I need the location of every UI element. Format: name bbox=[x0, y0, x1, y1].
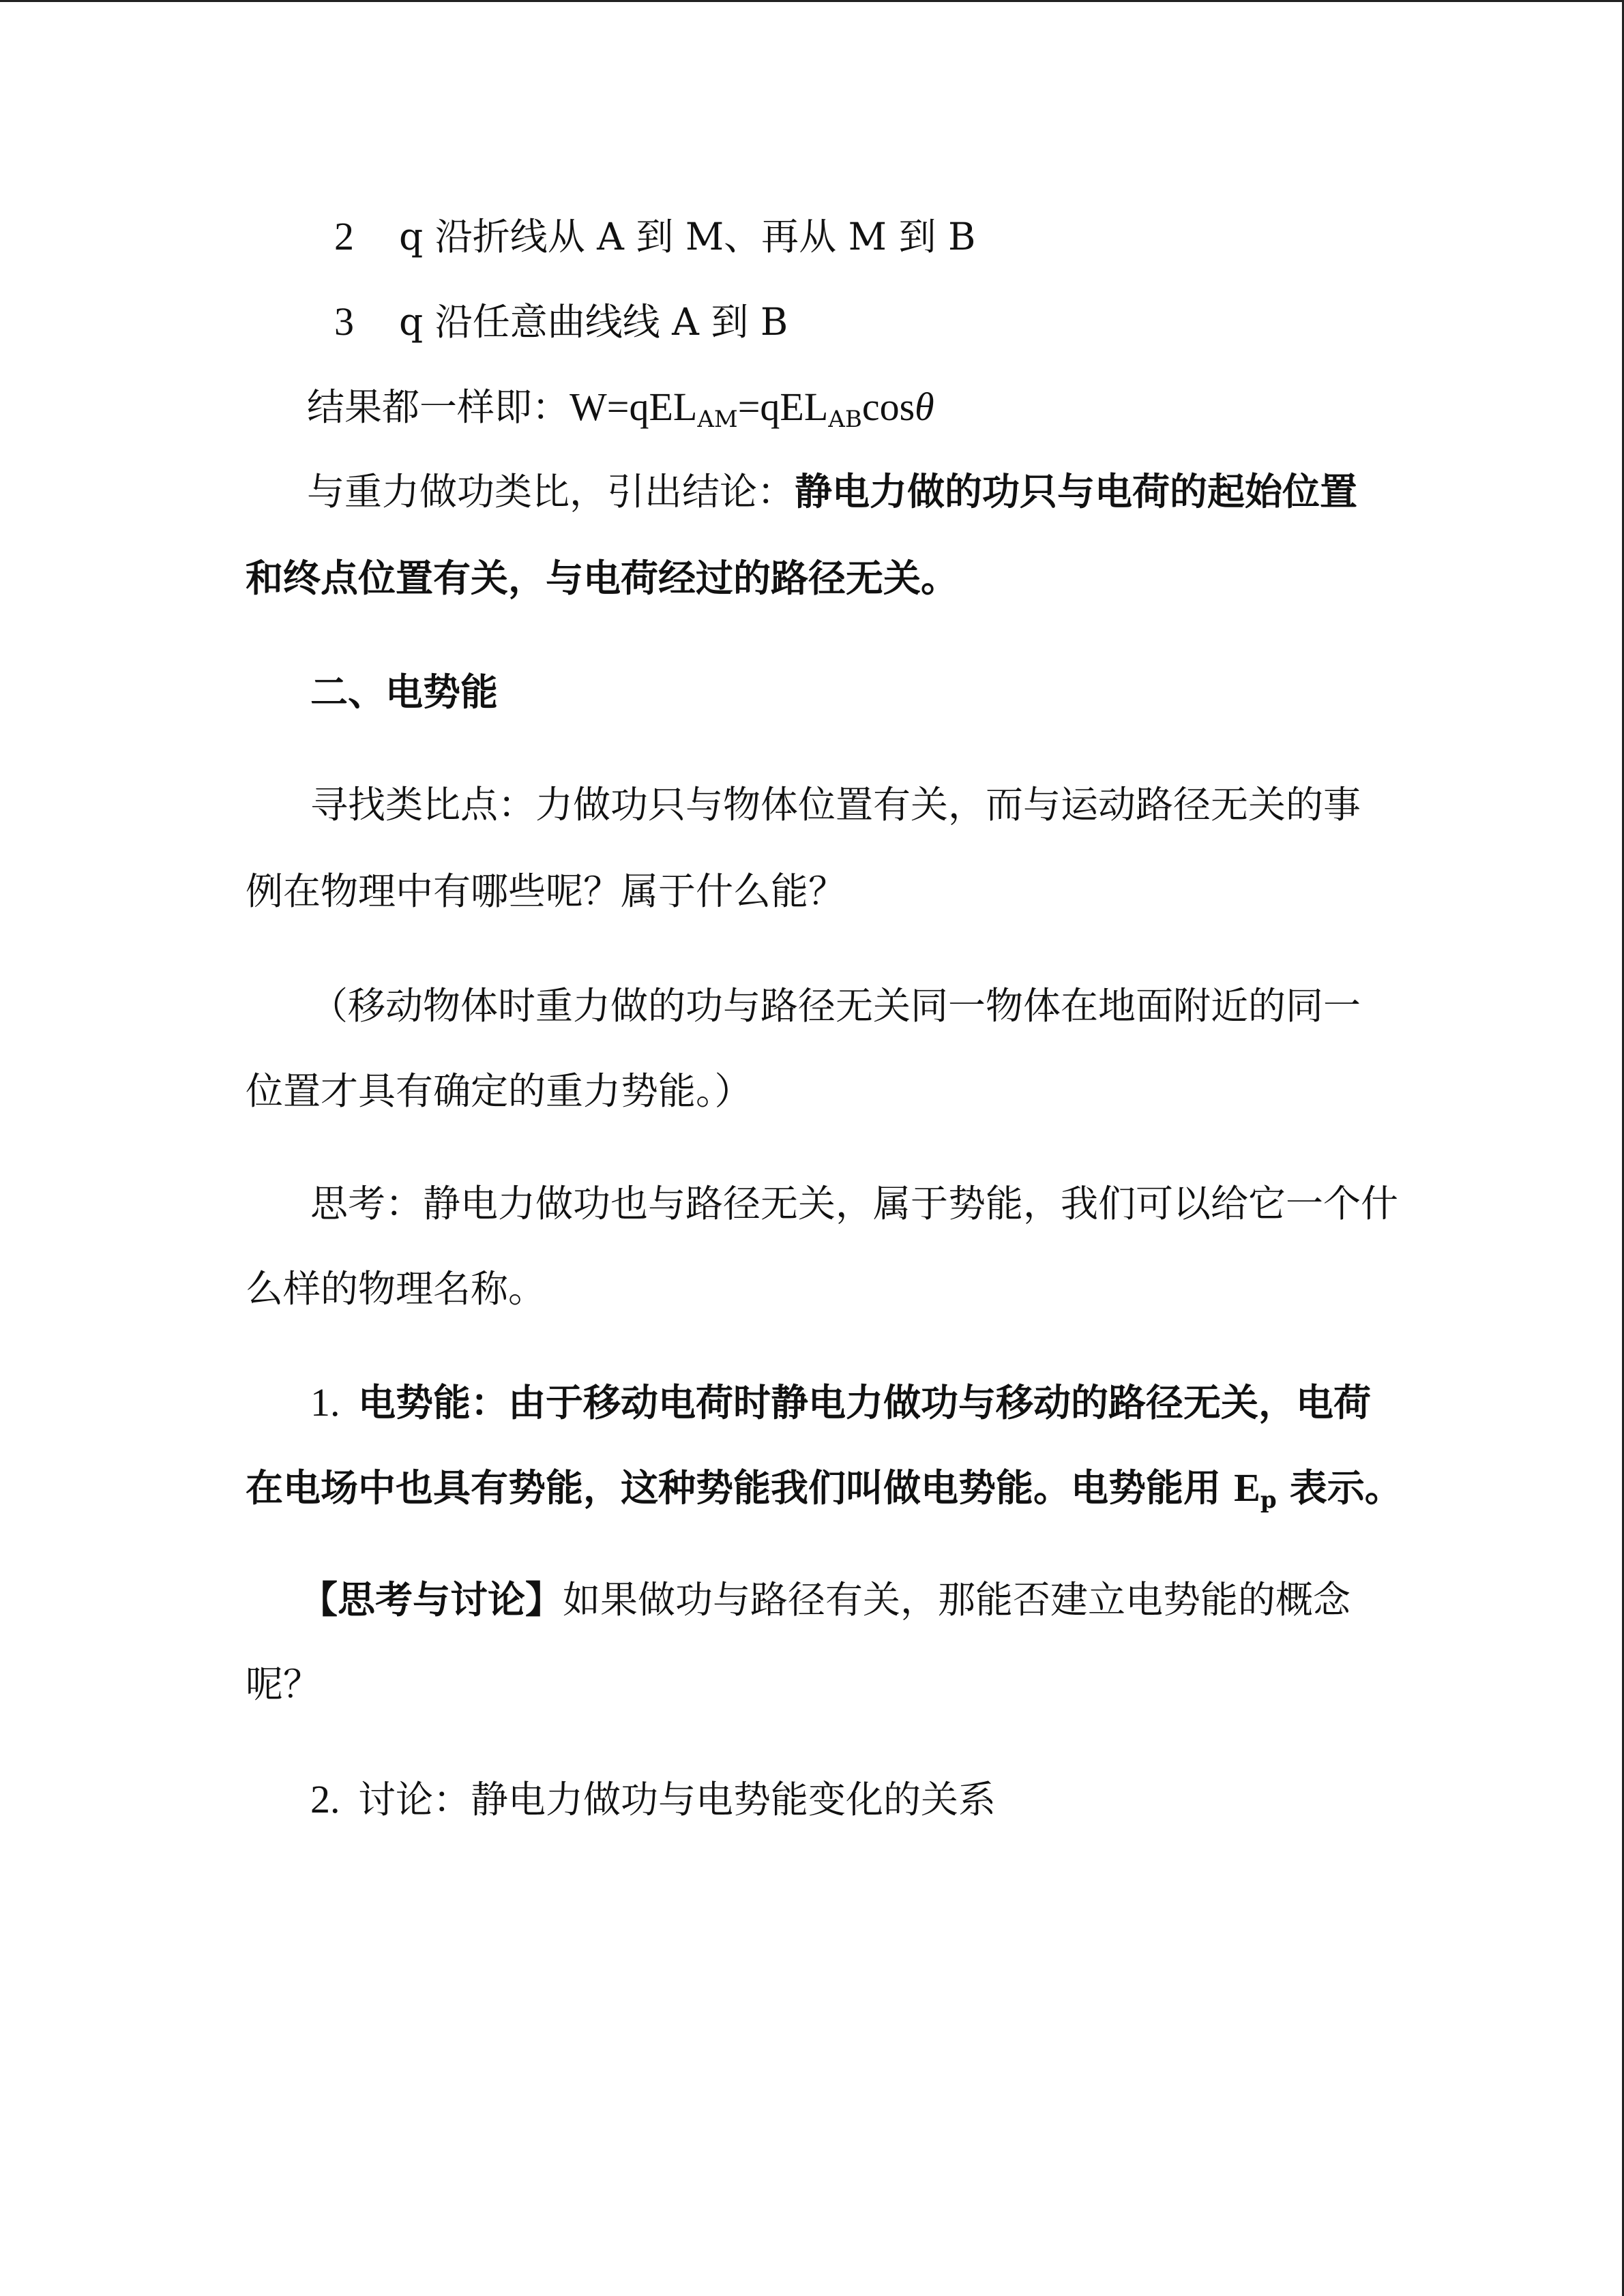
step-3-number: 3 bbox=[334, 299, 354, 344]
analogy-conclusion-2: 和终点位置有关，与电荷经过的路径无关。 bbox=[246, 556, 959, 600]
work-formula-sub-am: AM bbox=[697, 406, 738, 433]
result-lead: 结果都一样即： bbox=[307, 385, 570, 429]
work-formula-theta: θ bbox=[915, 385, 934, 429]
think-line-1: 思考：静电力做功也与路径无关，属于势能，我们可以给它一个什 bbox=[310, 1182, 1399, 1225]
step-3-text: q 沿任意曲线线 A 到 B bbox=[399, 300, 788, 344]
definition-1-text-2: 在电场中也具有势能，这种势能我们叫做电势能。电势能用 bbox=[246, 1465, 1235, 1510]
work-formula-cos: cos bbox=[861, 385, 915, 429]
work-formula-part1: W=qEL bbox=[570, 385, 698, 429]
definition-1-term: 电势能： bbox=[358, 1380, 509, 1425]
paren-note-line-1: （移动物体时重力做的功与路径无关同一物体在地面附近的同一 bbox=[310, 984, 1361, 1028]
analogy-lead: 与重力做功类比，引出结论： bbox=[307, 470, 795, 513]
definition-1-text-3: 表示。 bbox=[1276, 1465, 1402, 1510]
definition-2-text: 讨论：静电力做功与电势能变化的关系 bbox=[358, 1778, 996, 1821]
definition-2-number: 2. bbox=[310, 1777, 340, 1821]
discussion-line-1 bbox=[300, 1577, 1351, 1622]
step-2-text: q 沿折线从 A 到 M、再从 M 到 B bbox=[399, 215, 976, 258]
definition-1-line-1 bbox=[310, 1380, 1372, 1425]
work-formula-part2: =qEL bbox=[737, 385, 829, 429]
discussion-bracket-title: 【思考与讨论】 bbox=[300, 1577, 563, 1622]
definition-2-line bbox=[310, 1777, 996, 1821]
discussion-text-1: 如果做功与路径有关，那能否建立电势能的概念 bbox=[563, 1578, 1351, 1622]
potential-energy-symbol: E bbox=[1234, 1465, 1260, 1510]
analogy-conclusion-1: 静电力做的功只与电荷的起始位置 bbox=[795, 469, 1358, 513]
step-2-line bbox=[334, 214, 976, 258]
find-analogy-line-1: 寻找类比点：力做功只与物体位置有关，而与运动路径无关的事 bbox=[310, 783, 1361, 826]
result-line bbox=[307, 387, 934, 431]
find-analogy-line-2: 例在物理中有哪些呢？属于什么能？ bbox=[246, 869, 846, 913]
work-formula-sub-ab: AB bbox=[828, 406, 862, 433]
step-3-line bbox=[334, 299, 788, 344]
step-2-number: 2 bbox=[334, 214, 354, 258]
page-border-top bbox=[0, 0, 1624, 2]
definition-1-text-1: 由于移动电荷时静电力做功与移动的路径无关，电荷 bbox=[508, 1380, 1372, 1425]
analogy-line-1 bbox=[307, 469, 1358, 513]
definition-1-line-2 bbox=[246, 1465, 1402, 1514]
paren-note-line-2: 位置才具有确定的重力势能。） bbox=[246, 1069, 752, 1113]
definition-1-number: 1. bbox=[310, 1380, 340, 1425]
potential-energy-symbol-sub: p bbox=[1260, 1487, 1277, 1514]
discussion-line-2: 呢？ bbox=[246, 1663, 321, 1706]
think-line-2: 么样的物理名称。 bbox=[246, 1267, 546, 1311]
section-heading-potential-energy: 二、电势能 bbox=[310, 670, 499, 714]
